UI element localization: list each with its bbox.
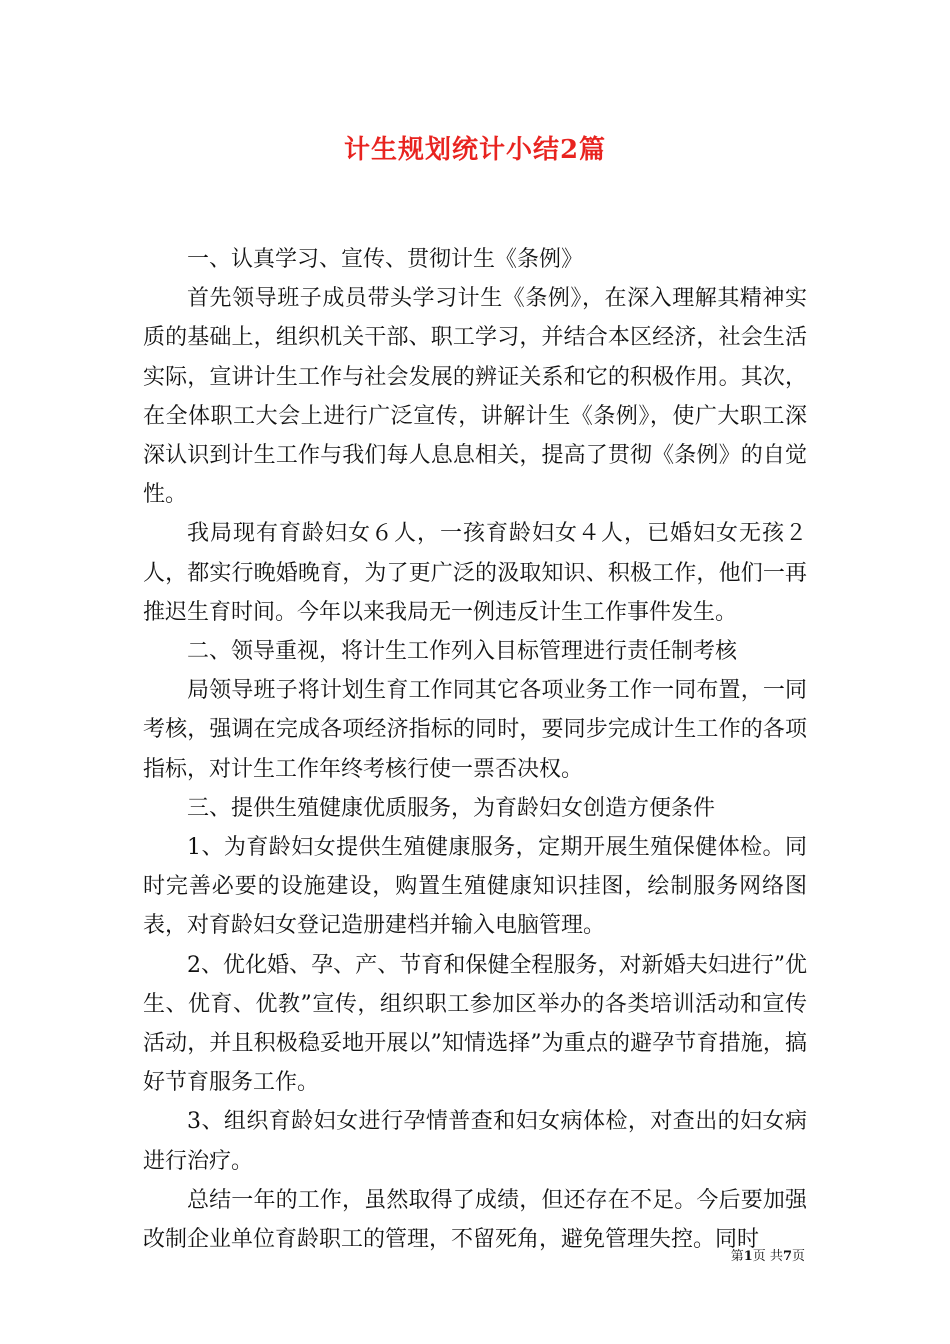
paragraph: 总结一年的工作，虽然取得了成绩，但还存在不足。今后要加强改制企业单位育龄职工的管理，不留死角，避免管理失控。同时	[143, 1187, 807, 1253]
total-page-number: 7	[782, 1249, 792, 1264]
list-item: 3、组织育龄妇女进行孕情普查和妇女病体检，对查出的妇女病进行治疗。	[143, 1109, 807, 1174]
document-title: 计生规划统计小结2篇	[343, 135, 607, 165]
section-heading-2: 二、领导重视，将计生工作列入目标管理进行责任制考核	[187, 639, 738, 665]
section-heading-1: 一、认真学习、宣传、贯彻计生《条例》	[187, 247, 584, 272]
paragraph: 局领导班子将计划生育工作同其它各项业务工作一同布置，一同考核，强调在完成各项经济指标的同时，要同步完成计生工作的各项指标，对计生工作年终考核行使一票否决权。	[143, 678, 807, 782]
current-page-number: 1	[743, 1249, 753, 1264]
document-body	[143, 240, 807, 1259]
footer-suffix: 页	[791, 1249, 805, 1264]
paragraph: 我局现有育龄妇女６人，一孩育龄妇女４人，已婚妇女无孩２人，都实行晚婚晚育，为了更广泛的汲取知识、积极工作，他们一再推迟生育时间。今年以来我局无一例违反计生工作事件发生。	[143, 521, 807, 625]
footer-middle: 页 共	[752, 1249, 783, 1264]
section-heading-3: 三、提供生殖健康优质服务，为育龄妇女创造方便条件	[187, 795, 716, 821]
footer-prefix: 第	[730, 1249, 744, 1264]
page-number-footer	[731, 1248, 805, 1266]
list-item: 1、为育龄妇女提供生殖健康服务，定期开展生殖保健体检。同时完善必要的设施建设，购置生殖健康知识挂图，绘制服务网络图表，对育龄妇女登记造册建档并输入电脑管理。	[143, 835, 807, 939]
list-item: 2、优化婚、孕、产、节育和保健全程服务，对新婚夫妇进行”优生、优育、优教”宣传，组织职工参加区举办的各类培训活动和宣传活动，并且积极稳妥地开展以”知情选择”为重点的避孕节育措施，搞好节育服务工作。	[143, 952, 807, 1096]
paragraph: 首先领导班子成员带头学习计生《条例》，在深入理解其精神实质的基础上，组织机关干部、职工学习，并结合本区经济，社会生活实际，宣讲计生工作与社会发展的辨证关系和它的积极作用。其次，在全体职工大会上进行广泛宣传，讲解计生《条例》，使广大职工深深认识到计生工作与我们每人息息相关，提高了贯彻《条例》的自觉性。	[143, 286, 807, 508]
